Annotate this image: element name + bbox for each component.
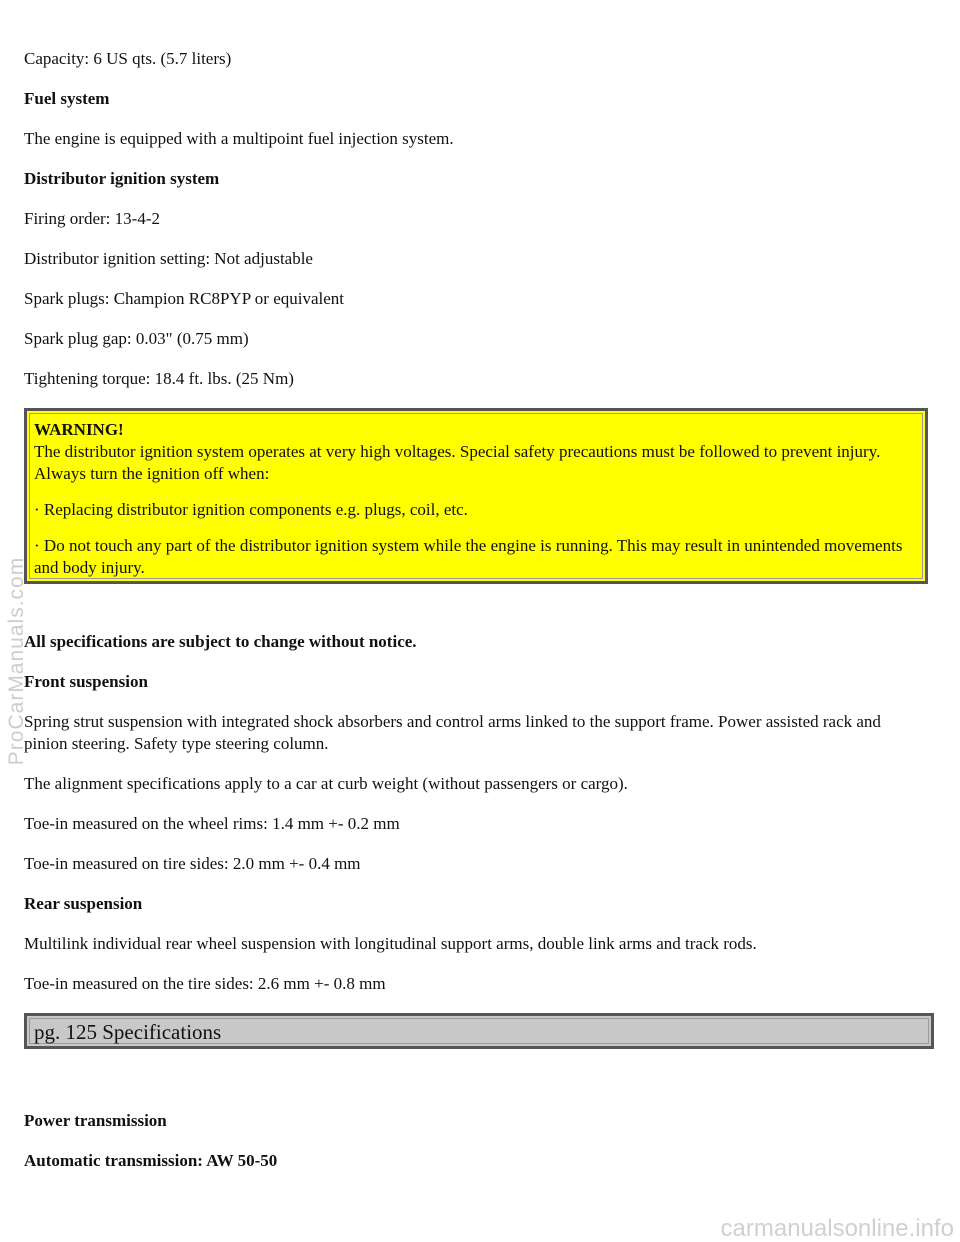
fuel-system-heading: Fuel system: [24, 89, 110, 108]
automatic-transmission-text: Automatic transmission: AW 50-50: [24, 1151, 278, 1170]
toe-in-rear-tire-text: Toe-in measured on the tire sides: 2.6 mm +- 0.8 mm: [24, 974, 386, 993]
warning-text: The distributor ignition system operates at very high voltages. Special safety precautions must be followed to prevent injury. Always turn the ignition off when:: [34, 442, 881, 483]
warning-item: · Replacing distributor ignition components e.g. plugs, coil, etc.: [34, 500, 468, 519]
warning-box: [24, 408, 928, 584]
front-suspension-text: Spring strut suspension with integrated shock absorbers and control arms linked to the support frame. Power assisted rack and pinion steering. Safety type steering column.: [24, 712, 881, 753]
bottom-watermark: carmanualsonline.info: [720, 1215, 954, 1242]
fuel-system-text: The engine is equipped with a multipoint fuel injection system.: [24, 129, 454, 148]
ignition-system-heading: Distributor ignition system: [24, 169, 220, 188]
side-watermark: ProCarManuals.com: [5, 556, 28, 766]
subject-to-change-text: All specifications are subject to change without notice.: [24, 632, 417, 651]
toe-in-front-tire-text: Toe-in measured on tire sides: 2.0 mm +- 0.4 mm: [24, 854, 361, 873]
page-banner-title: pg. 125 Specifications: [34, 1020, 222, 1044]
alignment-text: The alignment specifications apply to a car at curb weight (without passengers or cargo).: [24, 774, 628, 793]
spark-gap-text: Spark plug gap: 0.03" (0.75 mm): [24, 329, 249, 348]
rear-suspension-heading: Rear suspension: [24, 894, 143, 913]
spark-plugs-text: Spark plugs: Champion RC8PYP or equivalent: [24, 289, 345, 308]
toe-in-rims-text: Toe-in measured on the wheel rims: 1.4 mm +- 0.2 mm: [24, 814, 400, 833]
ignition-setting-text: Distributor ignition setting: Not adjustable: [24, 249, 313, 268]
firing-order-text: Firing order: 13-4-2: [24, 209, 160, 228]
warning-item: · Do not touch any part of the distributor ignition system while the engine is running. This may result in unintended movements and body injury.: [34, 536, 903, 577]
rear-suspension-text: Multilink individual rear wheel suspension with longitudinal support arms, double link arms and track rods.: [24, 934, 757, 953]
torque-text: Tightening torque: 18.4 ft. lbs. (25 Nm): [24, 369, 294, 388]
warning-title: WARNING!: [34, 420, 124, 439]
power-transmission-heading: Power transmission: [24, 1111, 167, 1130]
front-suspension-heading: Front suspension: [24, 672, 148, 691]
page-banner: [24, 1013, 934, 1049]
capacity-text: Capacity: 6 US qts. (5.7 liters): [24, 49, 232, 68]
warning-content: [34, 419, 918, 579]
